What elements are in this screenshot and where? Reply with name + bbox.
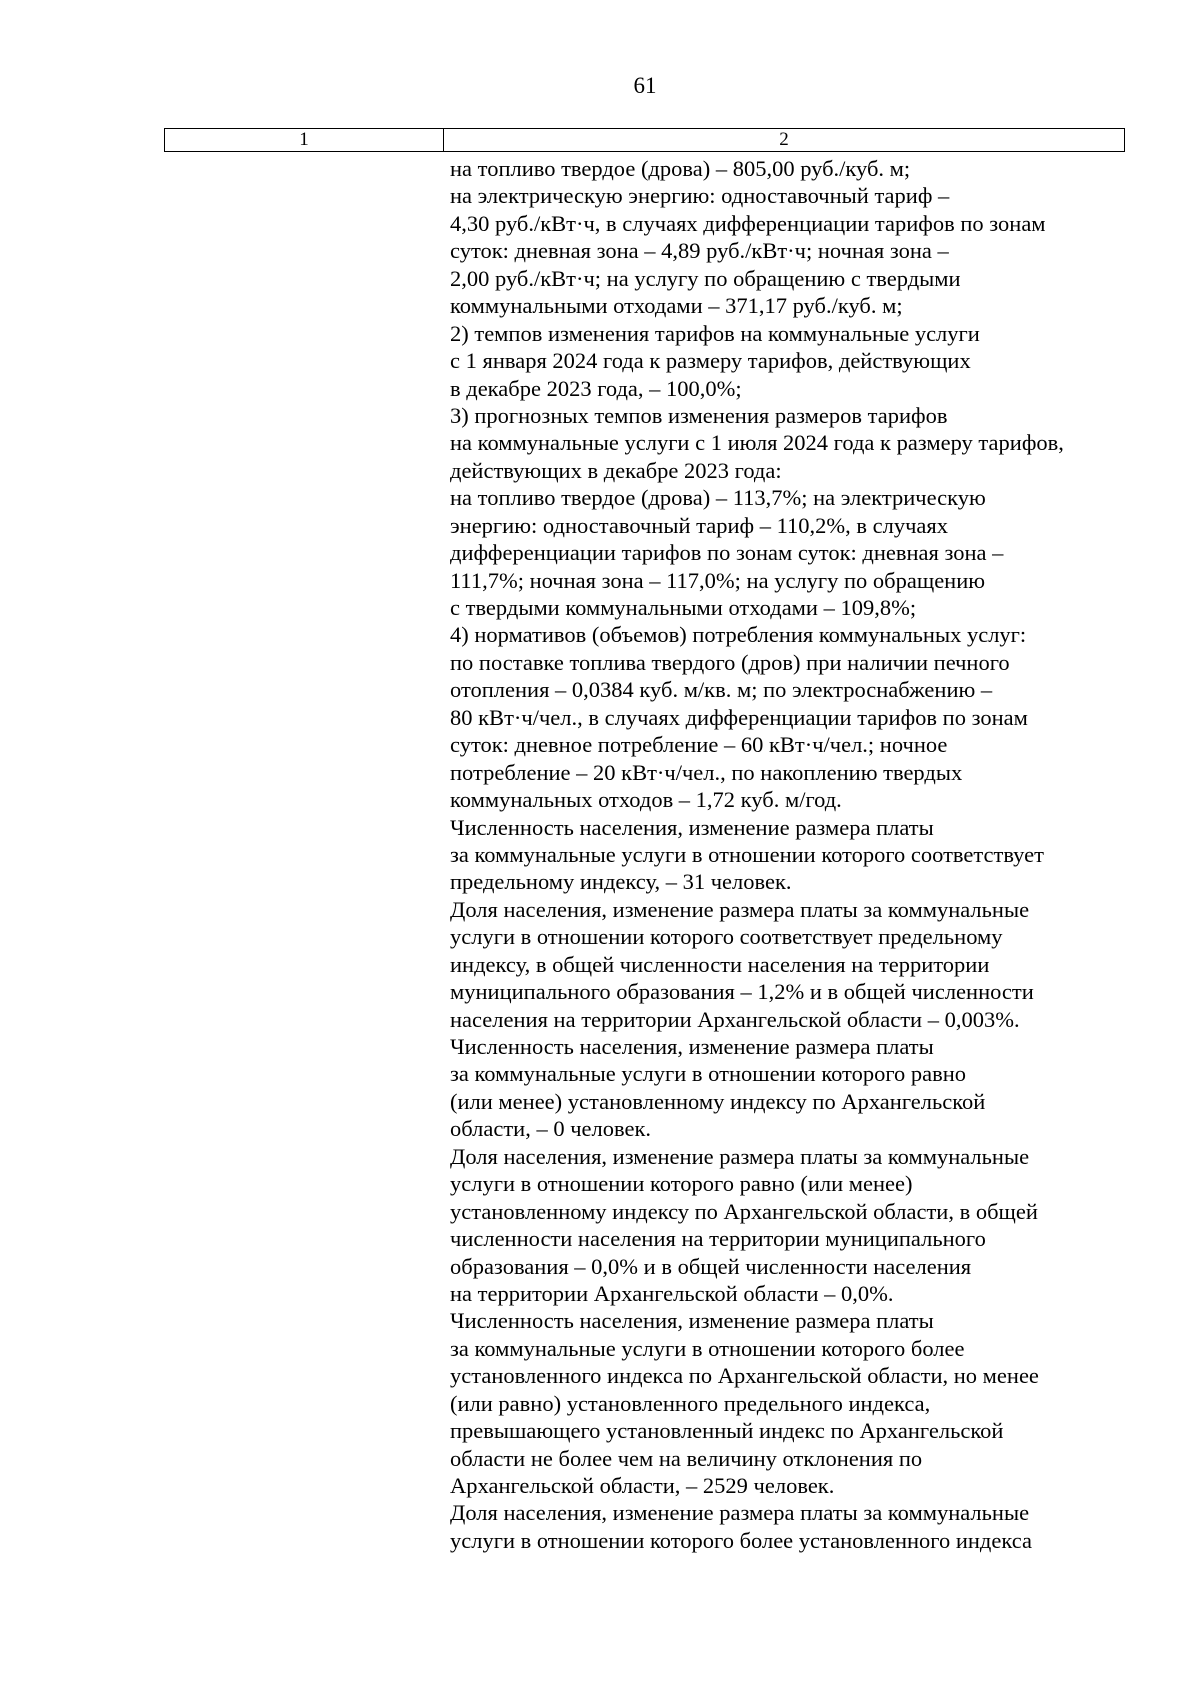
text-line: 111,7%; ночная зона – 117,0%; на услугу по обращению [450, 567, 986, 593]
text-line: области не более чем на величину отклонения по [450, 1445, 923, 1471]
text-line: образования – 0,0% и в общей численности населения [450, 1253, 972, 1279]
text-line: Доля населения, изменение размера платы за коммунальные [450, 1143, 1030, 1169]
text-line: 2) темпов изменения тарифов на коммунальные услуги [450, 320, 980, 346]
text-line: с твердыми коммунальными отходами – 109,8%; [450, 595, 917, 620]
text-line: превышающего установленный индекс по Архангельской [450, 1418, 1004, 1444]
text-line: коммунальными отходами – 371,17 руб./куб. м; [450, 293, 903, 319]
text-line: отопления – 0,0384 куб. м/кв. м; по электроснабжению – [450, 677, 993, 703]
text-line: Доля населения, изменение размера платы за коммунальные [450, 1500, 1030, 1526]
text-line: (или менее) установленному индексу по Архангельской [450, 1088, 986, 1114]
text-line: Доля населения, изменение размера платы за коммунальные [450, 896, 1030, 922]
text-line: Численность населения, изменение размера платы [450, 1034, 934, 1059]
text-line: 4,30 руб./кВт·ч, в случаях дифференциации тарифов по зонам [450, 210, 1046, 236]
text-line: (или равно) установленного предельного индекса, [450, 1390, 931, 1416]
text-line: 80 кВт·ч/чел., в случаях дифференциации тарифов по зонам [450, 704, 1028, 730]
text-line: за коммунальные услуги в отношении которого равно [450, 1061, 967, 1087]
text-line: за коммунальные услуги в отношении которого соответствует [450, 841, 1044, 867]
text-line: Архангельской области, – 2529 человек. [450, 1473, 835, 1498]
text-line: действующих в декабре 2023 года: [450, 457, 782, 483]
text-line: предельному индексу, – 31 человек. [450, 869, 792, 895]
text-line: по поставке топлива твердого (дров) при наличии печного [450, 649, 1010, 675]
text-line: на территории Архангельской области – 0,0%. [450, 1280, 894, 1306]
text-line: дифференциации тарифов по зонам суток: дневная зона – [450, 540, 1004, 566]
text-line: за коммунальные услуги в отношении которого более [450, 1335, 965, 1361]
text-line: в декабре 2023 года, – 100,0%; [450, 375, 742, 401]
text-line: численности населения на территории муниципального [450, 1226, 986, 1252]
text-line: на электрическую энергию: одноставочный тариф – [450, 183, 950, 209]
text-line: 4) нормативов (объемов) потребления коммунальных услуг: [450, 622, 1027, 648]
text-line: услуги в отношении которого соответствует предельному [450, 924, 1003, 950]
table-header-col-1: 1 [165, 129, 444, 151]
text-line: с 1 января 2024 года к размеру тарифов, действующих [450, 348, 971, 374]
text-line: на топливо твердое (дрова) – 805,00 руб./куб. м; [450, 156, 911, 181]
text-line: услуги в отношении которого равно (или менее) [450, 1171, 913, 1197]
text-line: области, – 0 человек. [450, 1116, 652, 1142]
page-number: 61 [633, 73, 657, 98]
text-line: услуги в отношении которого более установленного индекса [450, 1527, 1032, 1553]
text-line: установленного индекса по Архангельской области, но менее [450, 1363, 1039, 1389]
text-line: индексу, в общей численности населения на территории [450, 951, 990, 977]
text-line: Численность населения, изменение размера платы [450, 1308, 934, 1334]
table-header-col-2: 2 [779, 129, 789, 150]
text-line: на коммунальные услуги с 1 июля 2024 года к размеру тарифов, [450, 430, 1064, 456]
text-line: коммунальных отходов – 1,72 куб. м/год. [450, 787, 842, 813]
text-line: установленному индексу по Архангельской области, в общей [450, 1198, 1038, 1224]
text-line: Численность населения, изменение размера платы [450, 814, 934, 840]
text-line: муниципального образования – 1,2% и в общей численности [450, 979, 1034, 1005]
text-line: 2,00 руб./кВт·ч; на услугу по обращению с твердыми [450, 265, 961, 291]
table-cell-col-2-text [450, 155, 1130, 1554]
text-line: энергию: одноставочный тариф – 110,2%, в случаях [450, 512, 949, 538]
table-header-row [164, 128, 1125, 152]
text-line: потребление – 20 кВт·ч/чел., по накоплению твердых [450, 759, 963, 785]
text-line: 3) прогнозных темпов изменения размеров тарифов [450, 402, 948, 428]
text-line: суток: дневная зона – 4,89 руб./кВт·ч; ночная зона – [450, 238, 949, 264]
text-line: населения на территории Архангельской области – 0,003%. [450, 1006, 1020, 1032]
text-line: суток: дневное потребление – 60 кВт·ч/чел.; ночное [450, 732, 948, 758]
text-line: на топливо твердое (дрова) – 113,7%; на электрическую [450, 485, 986, 511]
